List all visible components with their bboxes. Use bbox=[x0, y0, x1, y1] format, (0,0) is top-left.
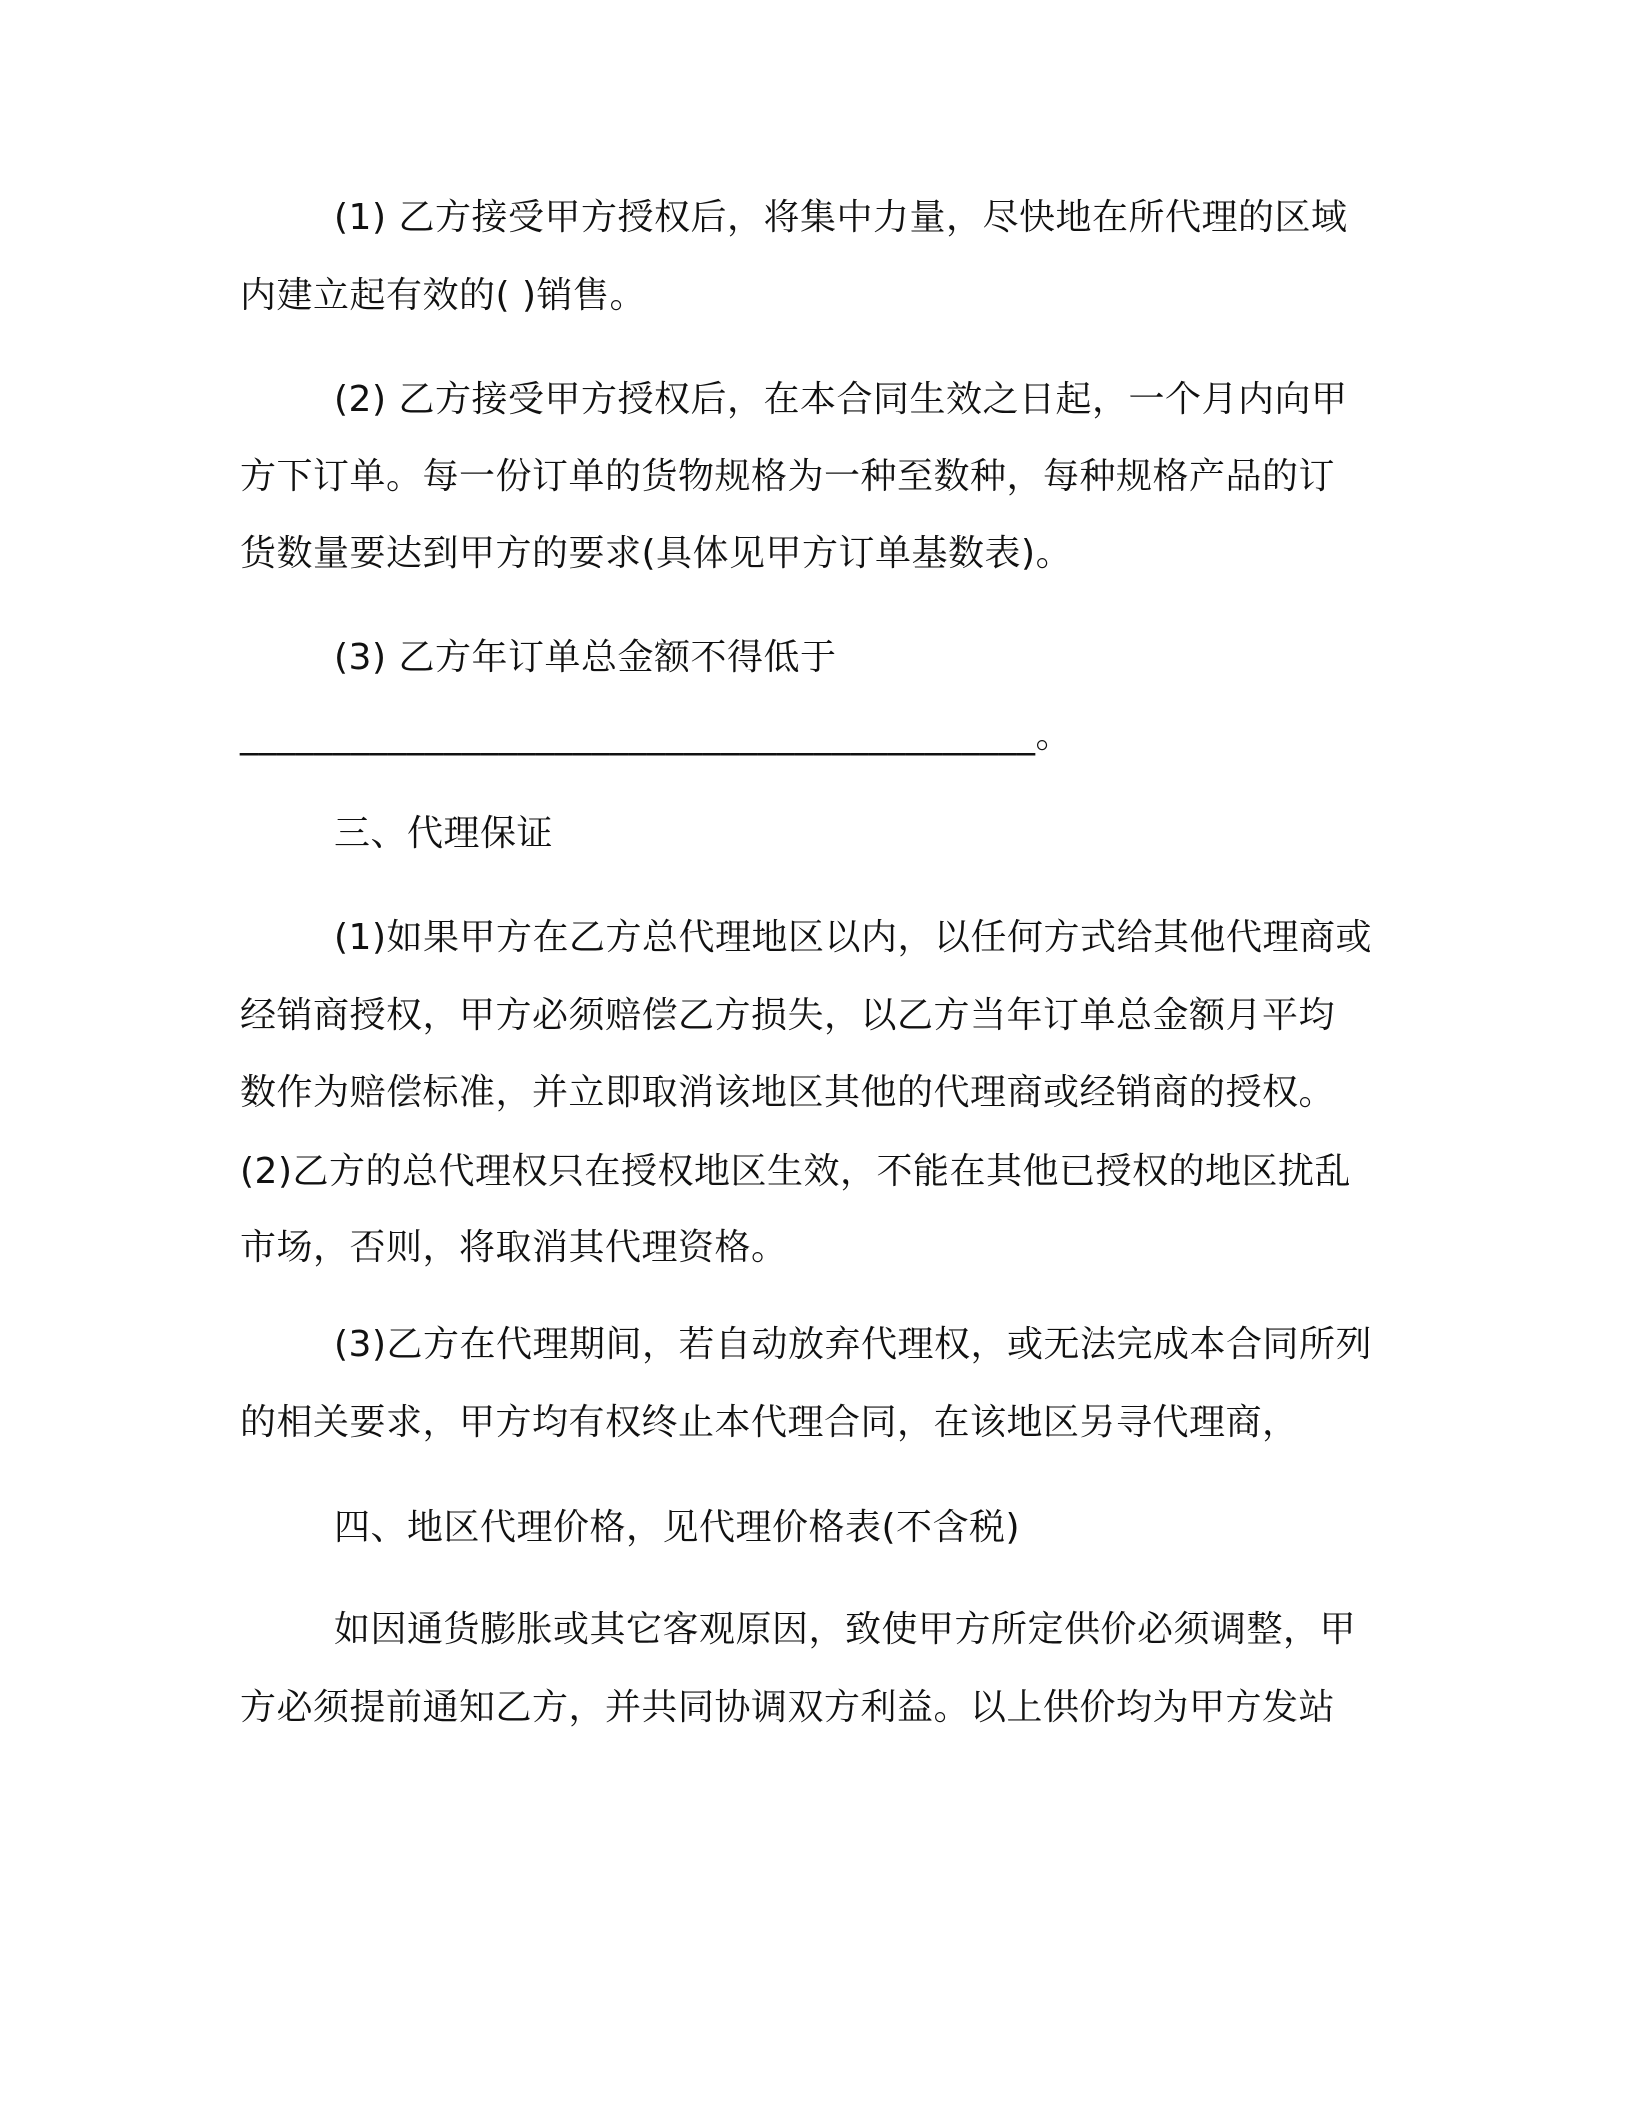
clause-3-1-line-3: 数作为赔偿标准，并立即取消该地区其他的代理商或经销商的授权。 bbox=[240, 1072, 1336, 1113]
pricing-paragraph-line-1: 如因通货膨胀或其它客观原因，致使甲方所定供价必须调整，甲 bbox=[334, 1609, 1357, 1650]
clause-2-3-line-1: (3) 乙方年订单总金额不得低于 bbox=[334, 637, 837, 678]
clause-3-1-line-1: (1)如果甲方在乙方总代理地区以内，以任何方式给其他代理商或 bbox=[334, 917, 1372, 958]
blank-amount-line: ___________________________________________。 bbox=[240, 715, 1072, 756]
section-3-heading: 三、代理保证 bbox=[334, 813, 554, 854]
section-4-heading: 四、地区代理价格，见代理价格表(不含税) bbox=[334, 1507, 1021, 1548]
pricing-paragraph-line-2: 方必须提前通知乙方，并共同协调双方利益。以上供价均为甲方发站 bbox=[240, 1687, 1336, 1728]
clause-2-1-line-2: 内建立起有效的( )销售。 bbox=[240, 275, 647, 316]
clause-2-1-line-1: (1) 乙方接受甲方授权后，将集中力量，尽快地在所代理的区域 bbox=[334, 197, 1348, 238]
clause-2-2-line-3: 货数量要达到甲方的要求(具体见甲方订单基数表)。 bbox=[240, 533, 1073, 574]
clause-2-2-line-1: (2) 乙方接受甲方授权后，在本合同生效之日起，一个月内向甲 bbox=[334, 379, 1348, 420]
clause-3-3-line-1: (3)乙方在代理期间，若自动放弃代理权，或无法完成本合同所列 bbox=[334, 1324, 1372, 1365]
clause-3-2-line-2: 市场，否则，将取消其代理资格。 bbox=[240, 1227, 788, 1268]
clause-3-2-line-1: (2)乙方的总代理权只在授权地区生效，不能在其他已授权的地区扰乱 bbox=[240, 1151, 1351, 1192]
clause-3-3-line-2: 的相关要求，甲方均有权终止本代理合同，在该地区另寻代理商， bbox=[240, 1402, 1299, 1443]
clause-2-2-line-2: 方下订单。每一份订单的货物规格为一种至数种，每种规格产品的订 bbox=[240, 456, 1336, 497]
clause-3-1-line-2: 经销商授权，甲方必须赔偿乙方损失，以乙方当年订单总金额月平均 bbox=[240, 995, 1336, 1036]
